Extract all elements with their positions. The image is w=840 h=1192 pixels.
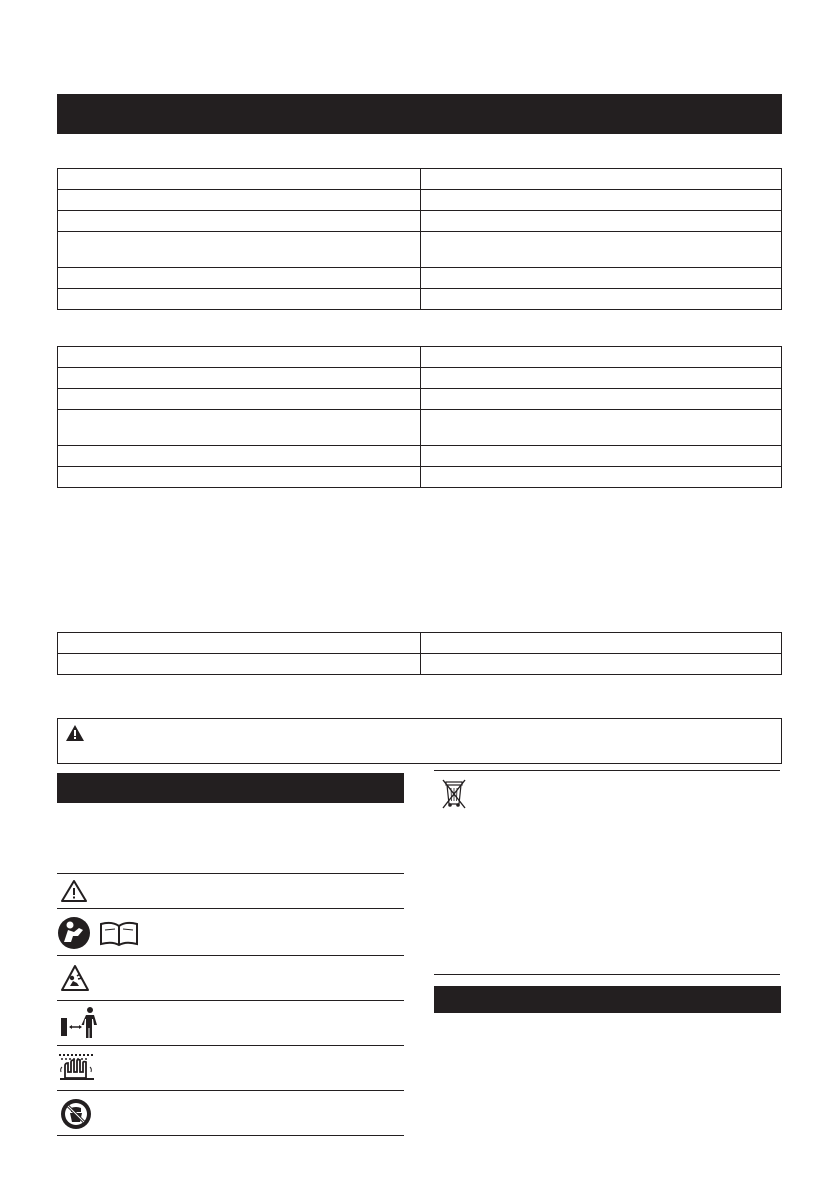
table-row xyxy=(58,467,782,488)
table-cell xyxy=(421,389,782,410)
table-row xyxy=(58,232,782,268)
table-row xyxy=(58,654,782,675)
table-row xyxy=(58,446,782,467)
table-cell xyxy=(421,289,782,310)
table-cell xyxy=(58,211,421,232)
symbols-section-title xyxy=(57,773,404,789)
table-cell xyxy=(421,410,782,446)
keep-distance-icon xyxy=(59,1006,101,1045)
symbol-row xyxy=(57,956,404,1000)
table-row xyxy=(58,633,782,654)
symbol-row xyxy=(57,1046,404,1090)
specifications-table-1 xyxy=(57,168,782,310)
table-cell xyxy=(421,446,782,467)
symbol-row xyxy=(57,909,404,955)
read-manual-icon xyxy=(57,916,149,955)
specifications-table-3 xyxy=(57,632,782,675)
table-cell xyxy=(421,232,782,268)
table-cell xyxy=(58,268,421,289)
table-cell xyxy=(58,347,421,368)
table-cell xyxy=(58,169,421,190)
table-cell xyxy=(58,368,421,389)
table-row xyxy=(58,289,782,310)
table-row xyxy=(58,190,782,211)
intended-use-title xyxy=(434,986,781,1000)
table-cell xyxy=(421,467,782,488)
no-wet-use-icon xyxy=(60,1098,92,1135)
symbol-row xyxy=(57,1001,404,1045)
symbols-section-header xyxy=(57,773,404,803)
table-cell xyxy=(58,410,421,446)
symbol-row xyxy=(57,1091,404,1135)
crossed-bin-icon xyxy=(440,776,468,815)
table-cell xyxy=(58,389,421,410)
section-header-title xyxy=(57,94,782,118)
table-cell xyxy=(58,232,421,268)
warning-box xyxy=(57,718,782,764)
hot-surface-icon xyxy=(57,1052,97,1087)
warning-triangle-icon xyxy=(60,879,88,908)
table-cell xyxy=(58,467,421,488)
symbol-row xyxy=(57,874,404,908)
table-cell xyxy=(421,368,782,389)
table-cell xyxy=(421,633,782,654)
table-cell xyxy=(421,347,782,368)
table-row xyxy=(58,389,782,410)
table-cell xyxy=(421,268,782,289)
table-cell xyxy=(421,211,782,232)
table-row xyxy=(58,169,782,190)
table-cell xyxy=(58,633,421,654)
table-row xyxy=(58,410,782,446)
intended-use-header xyxy=(434,986,781,1013)
table-cell xyxy=(421,190,782,211)
table-cell xyxy=(58,446,421,467)
table-cell xyxy=(421,169,782,190)
divider xyxy=(434,974,780,975)
table-row xyxy=(58,347,782,368)
specifications-table-2 xyxy=(57,346,782,488)
table-cell xyxy=(58,190,421,211)
table-row xyxy=(58,268,782,289)
table-cell xyxy=(58,654,421,675)
divider xyxy=(434,770,780,771)
flying-debris-icon xyxy=(60,964,90,997)
table-row xyxy=(58,211,782,232)
table-cell xyxy=(421,654,782,675)
divider xyxy=(57,1135,404,1136)
section-header-bar xyxy=(57,94,782,134)
warning-triangle-icon xyxy=(65,724,85,747)
table-cell xyxy=(58,289,421,310)
table-row xyxy=(58,368,782,389)
